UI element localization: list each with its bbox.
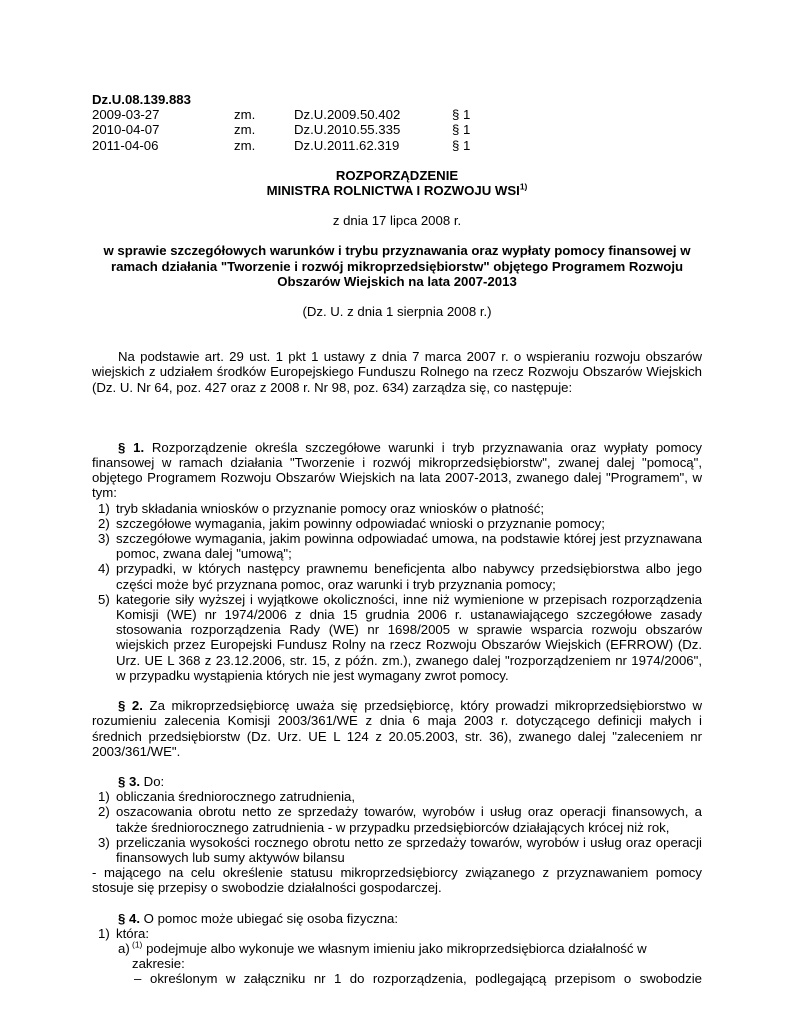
list-item <box>92 516 702 531</box>
sub-item-text: podejmuje albo wykonuje we własnym imieniu jako mikroprzedsiębiorca działalność w zakresie: <box>132 940 647 972</box>
section-3-list <box>92 789 702 865</box>
list-item <box>92 804 702 834</box>
section-3-closing: - mającego na celu określenie statusu mikroprzedsiębiorcy związanego z przyznawaniem pomocy stosuje się przepisy o swobodzie działalności gospodarczej. <box>92 865 702 896</box>
document-page <box>92 92 702 987</box>
amendment-ref: Dz.U.2009.50.402 <box>294 107 401 123</box>
list-item <box>92 926 702 941</box>
amendment-para: § 1 <box>452 122 471 138</box>
item-number: 3) <box>98 531 110 547</box>
section-2 <box>92 698 702 759</box>
doc-publication: (Dz. U. z dnia 1 sierpnia 2008 r.) <box>302 304 492 320</box>
sub-item-letter: a) <box>118 940 130 956</box>
subject-line: ramach działania "Tworzenie i rozwój mikroprzedsiębiorstw" objętego Programem Rozwoju <box>110 258 684 274</box>
section-text: Do: <box>143 773 165 789</box>
doc-kind: ROZPORZĄDZENIE <box>335 167 459 183</box>
item-number: 4) <box>98 561 110 577</box>
journal-reference: Dz.U.08.139.883 <box>92 92 191 107</box>
section-text: Za mikroprzedsiębiorcę uważa się przedsiębiorcę, który prowadzi mikroprzedsiębiorstwo w rozumieniu zalecenia Komisji 2003/361/WE z dnia 6 maja 2003 r. dotyczącego definicji małych i średnich przedsiębiorstw (Dz. Urz. UE L 124 z 20.05.2003, str. 36), zwanego dalej "zaleceniem nr 2003/361/WE". <box>92 698 703 759</box>
issuer-text: MINISTRA ROLNICTWA I ROZWOJU WSI <box>266 183 520 199</box>
dash-item <box>92 971 702 986</box>
doc-issuer <box>92 183 702 198</box>
amendment-ref: Dz.U.2011.62.319 <box>294 137 400 153</box>
section-label: § 3. <box>118 773 140 789</box>
section-label: § 2. <box>118 698 143 714</box>
item-number: 2) <box>98 804 110 820</box>
item-text: szczegółowe wymagania, jakim powinna odpowiadać umowa, na podstawie której jest przyznawana pomoc, zwana dalej "umową"; <box>116 531 702 562</box>
amendment-type: zm. <box>234 107 256 123</box>
subject-line: w sprawie szczegółowych warunków i trybu przyznawania oraz wypłaty pomocy finansowej w <box>103 243 691 259</box>
amendment-row <box>92 138 702 153</box>
doc-subject <box>92 243 702 289</box>
item-number: 1) <box>98 500 110 516</box>
doc-date: z dnia 17 lipca 2008 r. <box>332 213 462 229</box>
preamble: Na podstawie art. 29 ust. 1 pkt 1 ustawy z dnia 7 marca 2007 r. o wspieraniu rozwoju obszarów wiejskich z udziałem środków Europejskiego Funduszu Rolnego na rzecz Rozwoju Obszarów Wiejskich (Dz. U. Nr 64, poz. 427 oraz z 2008 r. Nr 98, poz. 634) zarządza się, co następuje: <box>92 349 702 395</box>
amendment-date: 2010-04-07 <box>92 122 160 138</box>
amendment-type: zm. <box>234 137 256 153</box>
issuer-footnote-marker[interactable]: 1) <box>519 181 528 192</box>
section-label: § 1. <box>118 439 145 455</box>
amendment-row <box>92 122 702 137</box>
dash-text: określonym w załączniku nr 1 do rozporządzenia, podlegającą przepisom o swobodzie <box>150 971 702 987</box>
amendment-ref: Dz.U.2010.55.335 <box>294 122 401 138</box>
amendment-date: 2009-03-27 <box>92 107 160 123</box>
section-text: Rozporządzenie określa szczegółowe warunki i tryb przyznawania oraz wypłaty pomocy finansowej w ramach działania "Tworzenie i rozwój mikroprzedsiębiorstw", zwanej dalej "pomocą", objętego Programem Rozwoju Obszarów Wiejskich na lata 2007-2013, zwanego dalej "Programem", w tym: <box>92 439 703 501</box>
amendment-footnote-marker[interactable]: (1) <box>132 939 143 950</box>
item-number: 1) <box>98 789 110 805</box>
section-text: O pomoc może ubiegać się osoba fizyczna: <box>143 910 399 926</box>
item-text: szczegółowe wymagania, jakim powinny odpowiadać wnioski o przyznanie pomocy; <box>116 515 605 531</box>
item-text: obliczania średniorocznego zatrudnienia, <box>116 789 355 805</box>
section-1 <box>92 440 702 501</box>
amendment-para: § 1 <box>452 137 471 153</box>
list-item <box>92 835 702 865</box>
dash-marker: – <box>134 971 142 987</box>
item-text: która: <box>116 925 149 941</box>
item-number: 3) <box>98 834 110 850</box>
item-number: 2) <box>98 515 110 531</box>
section-4 <box>92 911 702 926</box>
amendment-date: 2011-04-06 <box>92 137 159 153</box>
amendment-row <box>92 107 702 122</box>
list-item <box>92 789 702 804</box>
amendment-para: § 1 <box>452 107 471 123</box>
list-item <box>92 531 702 561</box>
item-number: 5) <box>98 591 110 607</box>
item-text: przeliczania wysokości rocznego obrotu netto ze sprzedaży towarów, wyrobów i usług oraz operacji finansowych lub sumy aktywów bilansu <box>116 834 702 865</box>
item-text: tryb składania wniosków o przyznanie pomocy oraz wniosków o płatność; <box>116 500 545 516</box>
section-label: § 4. <box>118 910 140 926</box>
item-text: kategorie siły wyższej i wyjątkowe okoliczności, inne niż wymienione w przepisach rozporządzenia Komisji (WE) nr 1974/2006 z dnia 15 grudnia 2006 r. ustanawiającego szczegółowe zasady stosowania rozporządzenia Rady (WE) nr 1698/2005 w sprawie wsparcia rozwoju obszarów wiejskich przez Europejski Fundusz Rolny na rzecz Rozwoju Obszarów Wiejskich (EFRROW) (Dz. Urz. UE L 368 z 23.12.2006, str. 15, z późn. zm.), zwanego dalej "rozporządzeniem nr 1974/2006", w przypadku wystąpienia których nie jest wymagany zwrot pomocy. <box>116 591 702 683</box>
sub-item-a <box>92 941 702 971</box>
section-1-list <box>92 501 702 683</box>
item-text: oszacowania obrotu netto ze sprzedaży towarów, wyrobów i usług oraz operacji finansowych, a także średniorocznego zatrudnienia - w przypadku przedsiębiorców działających krócej niż rok, <box>116 804 702 835</box>
amendment-type: zm. <box>234 122 256 138</box>
item-text: przypadki, w których następcy prawnemu beneficjenta albo nabywcy przedsiębiorstwa albo jego części może być przyznana pomoc, oraz warunki i tryb przyznania pomocy; <box>116 561 702 592</box>
header-block <box>92 92 702 153</box>
list-item <box>92 561 702 591</box>
list-item <box>92 592 702 683</box>
subject-line: Obszarów Wiejskich na lata 2007-2013 <box>277 273 517 289</box>
section-3 <box>92 774 702 789</box>
list-item <box>92 501 702 516</box>
item-number: 1) <box>98 925 110 941</box>
